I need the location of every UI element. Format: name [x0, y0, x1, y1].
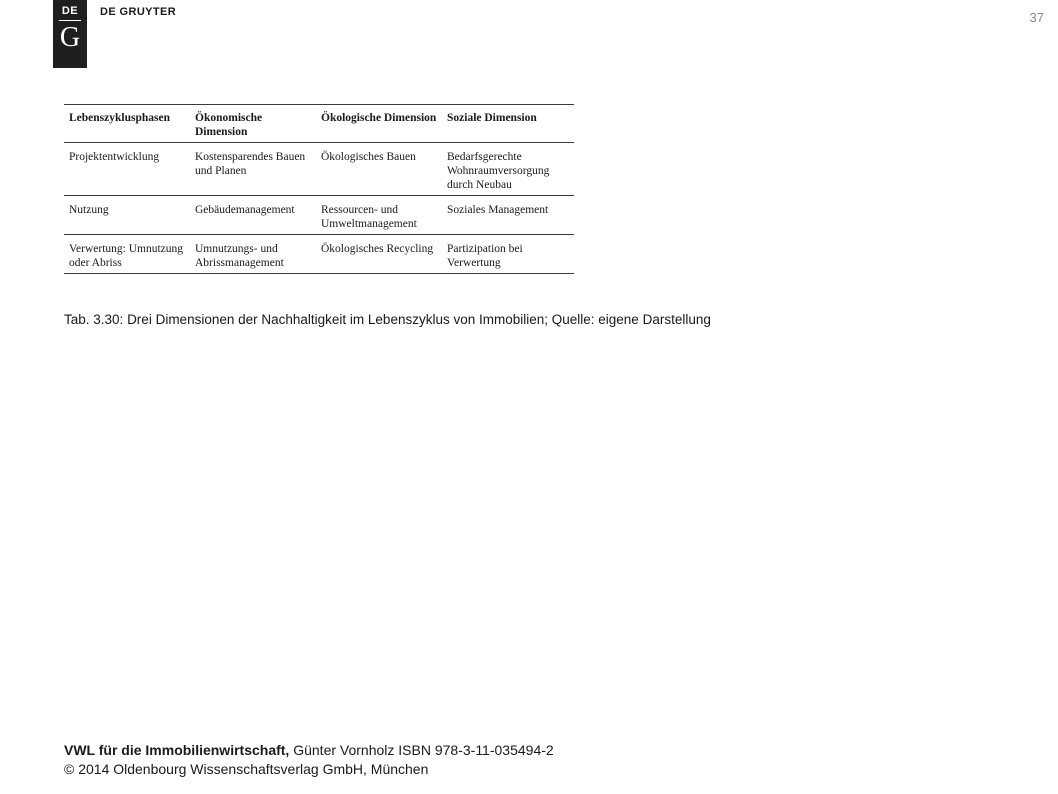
page-footer	[64, 741, 964, 779]
table-row	[64, 196, 574, 235]
caption-text: Drei Dimensionen der Nachhaltigkeit im Lebenszyklus von Immobilien; Quelle: eigene Darstellung	[127, 312, 711, 327]
table-cell: Ressourcen- und Umweltmanagement	[316, 196, 442, 235]
table-header-row	[64, 105, 574, 143]
author-isbn: Günter Vornholz ISBN 978-3-11-035494-2	[293, 742, 554, 758]
table-cell: Kostensparendes Bauen und Planen	[190, 143, 316, 196]
table-cell: Partizipation bei Verwertung	[442, 235, 574, 274]
logo-de-text: DE	[61, 5, 79, 17]
table-cell: Soziales Management	[442, 196, 574, 235]
table-row	[64, 235, 574, 274]
page-number: 37	[1029, 10, 1044, 25]
table-cell: Gebäudemanagement	[190, 196, 316, 235]
table-caption	[64, 312, 1004, 327]
header-cell-ecological: Ökologische Dimension	[316, 105, 442, 143]
header-cell-social: Soziale Dimension	[442, 105, 574, 143]
table-cell: Ökologisches Recycling	[316, 235, 442, 274]
publisher-logo	[53, 0, 87, 68]
caption-label: Tab. 3.30:	[64, 312, 124, 327]
table-cell: Projektentwicklung	[64, 143, 190, 196]
header-cell-economic: Ökonomische Dimension	[190, 105, 316, 143]
footer-citation-line	[64, 741, 964, 760]
table-row	[64, 143, 574, 196]
table-cell: Verwertung: Umnutzung oder Abriss	[64, 235, 190, 274]
sustainability-table	[64, 104, 574, 274]
table-cell: Umnutzungs- und Abrissmanagement	[190, 235, 316, 274]
publisher-name: DE GRUYTER	[100, 6, 177, 18]
logo-g-text: G	[59, 22, 81, 53]
table-cell: Bedarfsgerechte Wohnraumversorgung durch Neubau	[442, 143, 574, 196]
table-cell: Nutzung	[64, 196, 190, 235]
table-cell: Ökologisches Bauen	[316, 143, 442, 196]
table-figure	[64, 104, 574, 274]
copyright-line: © 2014 Oldenbourg Wissenschaftsverlag GmbH, München	[64, 761, 429, 777]
logo-divider	[59, 20, 81, 21]
book-title: VWL für die Immobilienwirtschaft,	[64, 742, 290, 758]
header-cell-phase: Lebenszyklusphasen	[64, 105, 190, 143]
